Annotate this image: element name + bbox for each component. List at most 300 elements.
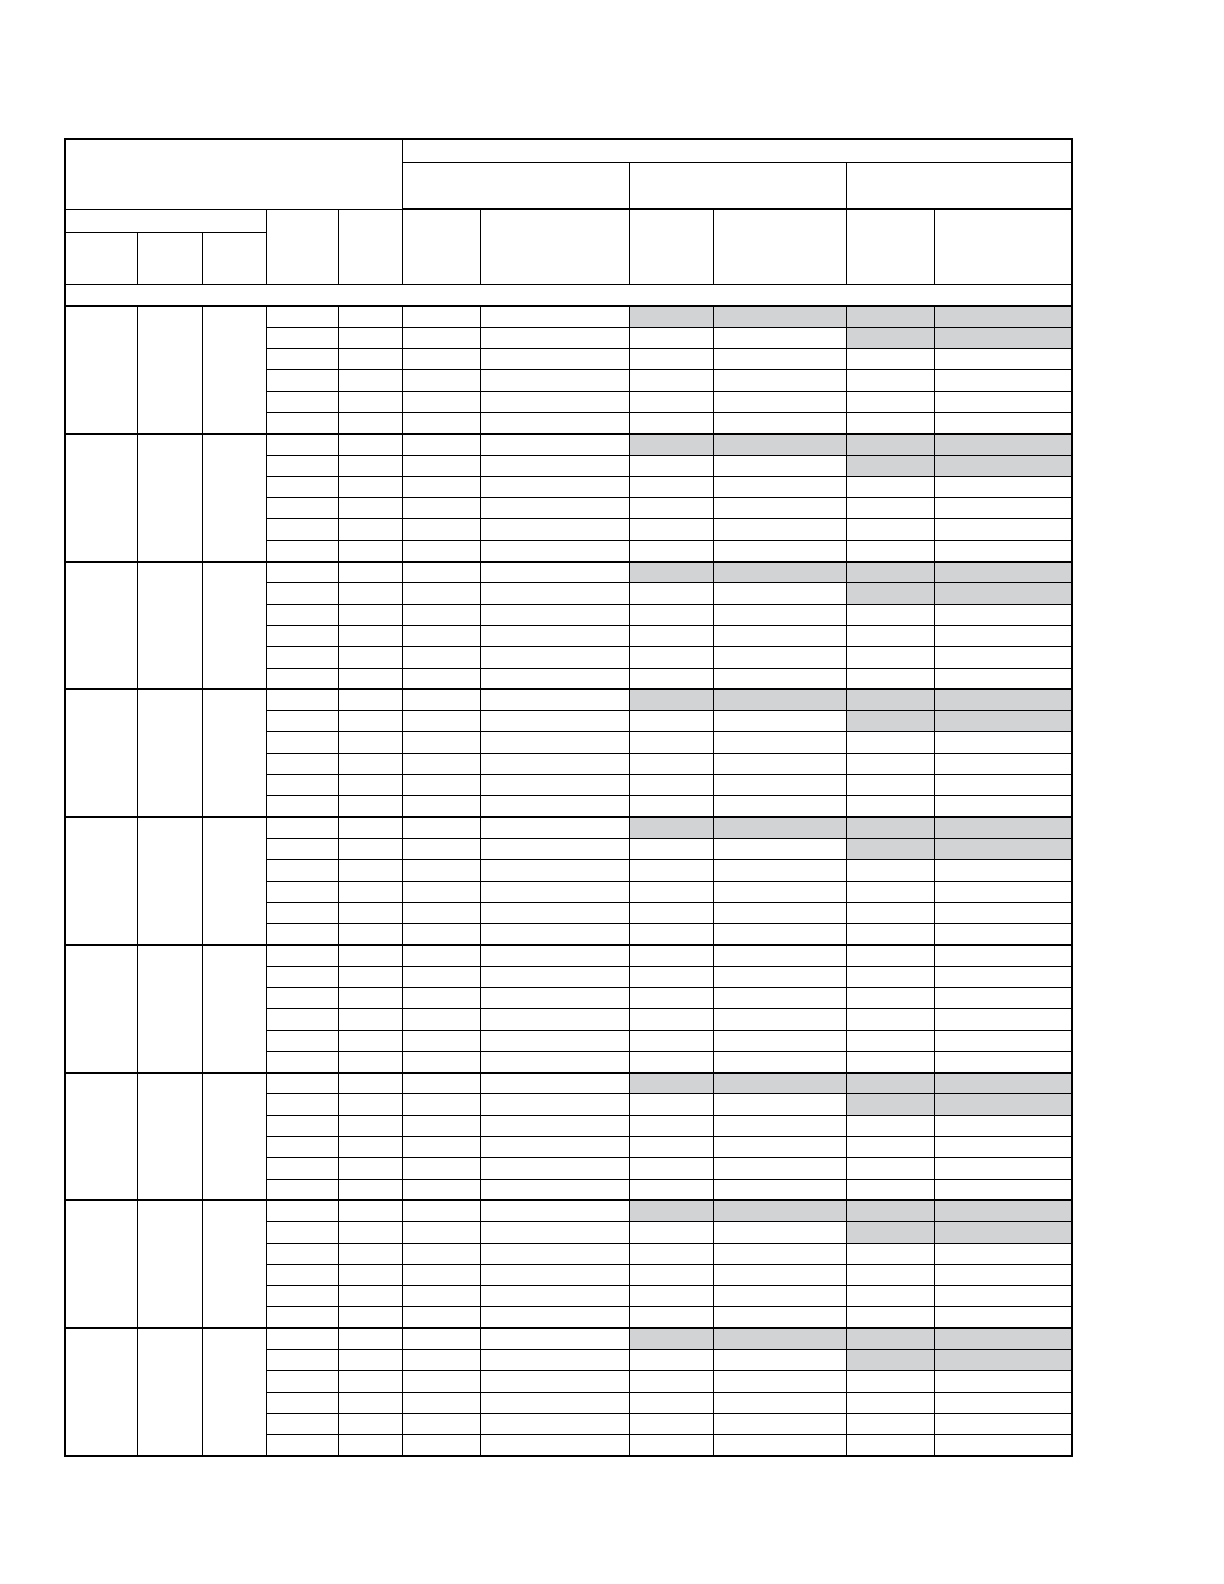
entry-cell[interactable] bbox=[266, 1392, 338, 1413]
entry-cell[interactable] bbox=[629, 689, 713, 710]
group-cell[interactable] bbox=[202, 1328, 266, 1456]
entry-cell[interactable] bbox=[934, 1307, 1072, 1328]
entry-cell[interactable] bbox=[846, 689, 934, 710]
entry-cell[interactable] bbox=[713, 711, 846, 732]
entry-cell[interactable] bbox=[629, 540, 713, 561]
entry-cell[interactable] bbox=[266, 327, 338, 348]
entry-cell[interactable] bbox=[480, 1307, 629, 1328]
entry-cell[interactable] bbox=[934, 1264, 1072, 1285]
entry-cell[interactable] bbox=[338, 1200, 402, 1221]
entry-cell[interactable] bbox=[629, 604, 713, 625]
entry-cell[interactable] bbox=[266, 1243, 338, 1264]
entry-cell[interactable] bbox=[629, 1158, 713, 1179]
group-cell[interactable] bbox=[65, 1200, 137, 1328]
entry-cell[interactable] bbox=[266, 540, 338, 561]
entry-cell[interactable] bbox=[480, 498, 629, 519]
entry-cell[interactable] bbox=[629, 349, 713, 370]
entry-cell[interactable] bbox=[266, 391, 338, 412]
entry-cell[interactable] bbox=[480, 583, 629, 604]
entry-cell[interactable] bbox=[338, 966, 402, 987]
entry-cell[interactable] bbox=[846, 647, 934, 668]
entry-cell[interactable] bbox=[480, 455, 629, 476]
entry-cell[interactable] bbox=[266, 1307, 338, 1328]
entry-cell[interactable] bbox=[846, 1094, 934, 1115]
group-cell[interactable] bbox=[65, 1073, 137, 1201]
entry-cell[interactable] bbox=[846, 412, 934, 433]
entry-cell[interactable] bbox=[402, 1030, 480, 1051]
entry-cell[interactable] bbox=[402, 945, 480, 966]
entry-cell[interactable] bbox=[266, 476, 338, 497]
entry-cell[interactable] bbox=[846, 796, 934, 817]
entry-cell[interactable] bbox=[629, 1115, 713, 1136]
group-cell[interactable] bbox=[137, 434, 202, 562]
entry-cell[interactable] bbox=[402, 902, 480, 923]
entry-cell[interactable] bbox=[338, 1073, 402, 1094]
entry-cell[interactable] bbox=[480, 1286, 629, 1307]
entry-cell[interactable] bbox=[629, 1413, 713, 1434]
entry-cell[interactable] bbox=[480, 1350, 629, 1371]
entry-cell[interactable] bbox=[713, 370, 846, 391]
entry-cell[interactable] bbox=[846, 455, 934, 476]
entry-cell[interactable] bbox=[338, 817, 402, 838]
entry-cell[interactable] bbox=[338, 945, 402, 966]
entry-cell[interactable] bbox=[934, 1094, 1072, 1115]
entry-cell[interactable] bbox=[846, 434, 934, 455]
entry-cell[interactable] bbox=[480, 1264, 629, 1285]
entry-cell[interactable] bbox=[846, 1051, 934, 1072]
entry-cell[interactable] bbox=[402, 455, 480, 476]
group-cell[interactable] bbox=[137, 945, 202, 1073]
entry-cell[interactable] bbox=[713, 1286, 846, 1307]
entry-cell[interactable] bbox=[338, 1158, 402, 1179]
entry-cell[interactable] bbox=[934, 604, 1072, 625]
entry-cell[interactable] bbox=[846, 625, 934, 646]
entry-cell[interactable] bbox=[846, 1243, 934, 1264]
entry-cell[interactable] bbox=[266, 817, 338, 838]
entry-cell[interactable] bbox=[629, 902, 713, 923]
entry-cell[interactable] bbox=[846, 902, 934, 923]
group-cell[interactable] bbox=[202, 306, 266, 434]
entry-cell[interactable] bbox=[266, 434, 338, 455]
entry-cell[interactable] bbox=[713, 689, 846, 710]
entry-cell[interactable] bbox=[713, 1328, 846, 1349]
entry-cell[interactable] bbox=[338, 1030, 402, 1051]
entry-cell[interactable] bbox=[713, 1435, 846, 1456]
entry-cell[interactable] bbox=[480, 711, 629, 732]
entry-cell[interactable] bbox=[480, 1179, 629, 1200]
entry-cell[interactable] bbox=[629, 1392, 713, 1413]
entry-cell[interactable] bbox=[480, 1200, 629, 1221]
entry-cell[interactable] bbox=[480, 1435, 629, 1456]
entry-cell[interactable] bbox=[480, 988, 629, 1009]
entry-cell[interactable] bbox=[266, 1371, 338, 1392]
entry-cell[interactable] bbox=[338, 412, 402, 433]
entry-cell[interactable] bbox=[713, 327, 846, 348]
entry-cell[interactable] bbox=[266, 838, 338, 859]
entry-cell[interactable] bbox=[338, 1371, 402, 1392]
entry-cell[interactable] bbox=[713, 540, 846, 561]
entry-cell[interactable] bbox=[713, 519, 846, 540]
entry-cell[interactable] bbox=[338, 476, 402, 497]
entry-cell[interactable] bbox=[713, 1179, 846, 1200]
entry-cell[interactable] bbox=[934, 434, 1072, 455]
entry-cell[interactable] bbox=[934, 1200, 1072, 1221]
entry-cell[interactable] bbox=[934, 1009, 1072, 1030]
entry-cell[interactable] bbox=[338, 1243, 402, 1264]
entry-cell[interactable] bbox=[629, 1286, 713, 1307]
group-cell[interactable] bbox=[137, 1073, 202, 1201]
entry-cell[interactable] bbox=[402, 625, 480, 646]
entry-cell[interactable] bbox=[402, 540, 480, 561]
entry-cell[interactable] bbox=[934, 1179, 1072, 1200]
entry-cell[interactable] bbox=[846, 860, 934, 881]
entry-cell[interactable] bbox=[266, 349, 338, 370]
entry-cell[interactable] bbox=[846, 498, 934, 519]
entry-cell[interactable] bbox=[338, 327, 402, 348]
entry-cell[interactable] bbox=[934, 1243, 1072, 1264]
entry-cell[interactable] bbox=[934, 412, 1072, 433]
entry-cell[interactable] bbox=[934, 881, 1072, 902]
entry-cell[interactable] bbox=[934, 1371, 1072, 1392]
entry-cell[interactable] bbox=[629, 455, 713, 476]
entry-cell[interactable] bbox=[934, 1350, 1072, 1371]
entry-cell[interactable] bbox=[480, 838, 629, 859]
entry-cell[interactable] bbox=[934, 391, 1072, 412]
entry-cell[interactable] bbox=[402, 711, 480, 732]
entry-cell[interactable] bbox=[934, 988, 1072, 1009]
entry-cell[interactable] bbox=[266, 966, 338, 987]
entry-cell[interactable] bbox=[266, 796, 338, 817]
entry-cell[interactable] bbox=[629, 753, 713, 774]
entry-cell[interactable] bbox=[266, 689, 338, 710]
entry-cell[interactable] bbox=[934, 1286, 1072, 1307]
entry-cell[interactable] bbox=[480, 732, 629, 753]
entry-cell[interactable] bbox=[338, 711, 402, 732]
entry-cell[interactable] bbox=[402, 753, 480, 774]
group-cell[interactable] bbox=[137, 562, 202, 690]
entry-cell[interactable] bbox=[402, 327, 480, 348]
entry-cell[interactable] bbox=[713, 668, 846, 689]
entry-cell[interactable] bbox=[713, 924, 846, 945]
entry-cell[interactable] bbox=[266, 732, 338, 753]
entry-cell[interactable] bbox=[846, 838, 934, 859]
entry-cell[interactable] bbox=[713, 434, 846, 455]
entry-cell[interactable] bbox=[402, 732, 480, 753]
entry-cell[interactable] bbox=[480, 540, 629, 561]
entry-cell[interactable] bbox=[713, 306, 846, 327]
entry-cell[interactable] bbox=[480, 562, 629, 583]
entry-cell[interactable] bbox=[629, 732, 713, 753]
group-cell[interactable] bbox=[202, 945, 266, 1073]
entry-cell[interactable] bbox=[934, 1030, 1072, 1051]
entry-cell[interactable] bbox=[338, 1009, 402, 1030]
entry-cell[interactable] bbox=[934, 1392, 1072, 1413]
entry-cell[interactable] bbox=[266, 370, 338, 391]
entry-cell[interactable] bbox=[934, 327, 1072, 348]
entry-cell[interactable] bbox=[480, 1094, 629, 1115]
entry-cell[interactable] bbox=[266, 753, 338, 774]
entry-cell[interactable] bbox=[402, 1392, 480, 1413]
group-cell[interactable] bbox=[65, 945, 137, 1073]
entry-cell[interactable] bbox=[934, 1413, 1072, 1434]
group-cell[interactable] bbox=[65, 1328, 137, 1456]
entry-cell[interactable] bbox=[846, 327, 934, 348]
entry-cell[interactable] bbox=[402, 370, 480, 391]
entry-cell[interactable] bbox=[629, 412, 713, 433]
entry-cell[interactable] bbox=[402, 498, 480, 519]
entry-cell[interactable] bbox=[338, 370, 402, 391]
entry-cell[interactable] bbox=[934, 902, 1072, 923]
entry-cell[interactable] bbox=[629, 775, 713, 796]
entry-cell[interactable] bbox=[480, 1158, 629, 1179]
entry-cell[interactable] bbox=[402, 1222, 480, 1243]
entry-cell[interactable] bbox=[934, 796, 1072, 817]
entry-cell[interactable] bbox=[402, 1286, 480, 1307]
entry-cell[interactable] bbox=[713, 732, 846, 753]
entry-cell[interactable] bbox=[338, 391, 402, 412]
entry-cell[interactable] bbox=[934, 349, 1072, 370]
entry-cell[interactable] bbox=[266, 902, 338, 923]
entry-cell[interactable] bbox=[266, 1115, 338, 1136]
entry-cell[interactable] bbox=[266, 1264, 338, 1285]
entry-cell[interactable] bbox=[266, 668, 338, 689]
entry-cell[interactable] bbox=[934, 647, 1072, 668]
entry-cell[interactable] bbox=[629, 1137, 713, 1158]
entry-cell[interactable] bbox=[713, 1222, 846, 1243]
entry-cell[interactable] bbox=[266, 1073, 338, 1094]
entry-cell[interactable] bbox=[266, 1009, 338, 1030]
entry-cell[interactable] bbox=[338, 775, 402, 796]
entry-cell[interactable] bbox=[846, 1264, 934, 1285]
entry-cell[interactable] bbox=[846, 966, 934, 987]
entry-cell[interactable] bbox=[934, 945, 1072, 966]
entry-cell[interactable] bbox=[846, 540, 934, 561]
entry-cell[interactable] bbox=[480, 902, 629, 923]
group-cell[interactable] bbox=[202, 1073, 266, 1201]
entry-cell[interactable] bbox=[713, 1094, 846, 1115]
entry-cell[interactable] bbox=[629, 817, 713, 838]
entry-cell[interactable] bbox=[266, 1051, 338, 1072]
entry-cell[interactable] bbox=[713, 412, 846, 433]
entry-cell[interactable] bbox=[480, 1243, 629, 1264]
entry-cell[interactable] bbox=[402, 583, 480, 604]
entry-cell[interactable] bbox=[629, 306, 713, 327]
entry-cell[interactable] bbox=[934, 966, 1072, 987]
entry-cell[interactable] bbox=[629, 1073, 713, 1094]
entry-cell[interactable] bbox=[934, 1158, 1072, 1179]
entry-cell[interactable] bbox=[480, 668, 629, 689]
entry-cell[interactable] bbox=[629, 1307, 713, 1328]
group-cell[interactable] bbox=[202, 1200, 266, 1328]
entry-cell[interactable] bbox=[713, 349, 846, 370]
entry-cell[interactable] bbox=[629, 519, 713, 540]
entry-cell[interactable] bbox=[629, 498, 713, 519]
entry-cell[interactable] bbox=[629, 562, 713, 583]
entry-cell[interactable] bbox=[713, 562, 846, 583]
entry-cell[interactable] bbox=[934, 476, 1072, 497]
group-cell[interactable] bbox=[137, 1200, 202, 1328]
entry-cell[interactable] bbox=[402, 349, 480, 370]
entry-cell[interactable] bbox=[480, 1030, 629, 1051]
entry-cell[interactable] bbox=[266, 647, 338, 668]
entry-cell[interactable] bbox=[846, 668, 934, 689]
group-cell[interactable] bbox=[65, 562, 137, 690]
entry-cell[interactable] bbox=[934, 668, 1072, 689]
entry-cell[interactable] bbox=[402, 306, 480, 327]
entry-cell[interactable] bbox=[480, 391, 629, 412]
entry-cell[interactable] bbox=[846, 306, 934, 327]
entry-cell[interactable] bbox=[713, 1051, 846, 1072]
entry-cell[interactable] bbox=[934, 1435, 1072, 1456]
entry-cell[interactable] bbox=[713, 1264, 846, 1285]
entry-cell[interactable] bbox=[846, 753, 934, 774]
entry-cell[interactable] bbox=[338, 647, 402, 668]
entry-cell[interactable] bbox=[713, 1371, 846, 1392]
entry-cell[interactable] bbox=[846, 1307, 934, 1328]
entry-cell[interactable] bbox=[934, 455, 1072, 476]
entry-cell[interactable] bbox=[338, 881, 402, 902]
entry-cell[interactable] bbox=[480, 689, 629, 710]
entry-cell[interactable] bbox=[629, 370, 713, 391]
entry-cell[interactable] bbox=[713, 753, 846, 774]
entry-cell[interactable] bbox=[934, 753, 1072, 774]
entry-cell[interactable] bbox=[629, 625, 713, 646]
entry-cell[interactable] bbox=[846, 1392, 934, 1413]
entry-cell[interactable] bbox=[713, 1030, 846, 1051]
group-cell[interactable] bbox=[137, 306, 202, 434]
entry-cell[interactable] bbox=[629, 668, 713, 689]
entry-cell[interactable] bbox=[266, 562, 338, 583]
entry-cell[interactable] bbox=[713, 1392, 846, 1413]
entry-cell[interactable] bbox=[402, 796, 480, 817]
entry-cell[interactable] bbox=[266, 1328, 338, 1349]
entry-cell[interactable] bbox=[480, 306, 629, 327]
entry-cell[interactable] bbox=[480, 924, 629, 945]
entry-cell[interactable] bbox=[713, 476, 846, 497]
entry-cell[interactable] bbox=[402, 1094, 480, 1115]
entry-cell[interactable] bbox=[713, 1009, 846, 1030]
entry-cell[interactable] bbox=[629, 647, 713, 668]
entry-cell[interactable] bbox=[629, 924, 713, 945]
entry-cell[interactable] bbox=[480, 1328, 629, 1349]
group-cell[interactable] bbox=[202, 817, 266, 945]
entry-cell[interactable] bbox=[846, 604, 934, 625]
entry-cell[interactable] bbox=[934, 562, 1072, 583]
entry-cell[interactable] bbox=[713, 1158, 846, 1179]
entry-cell[interactable] bbox=[629, 1094, 713, 1115]
entry-cell[interactable] bbox=[713, 988, 846, 1009]
entry-cell[interactable] bbox=[402, 775, 480, 796]
entry-cell[interactable] bbox=[713, 881, 846, 902]
entry-cell[interactable] bbox=[338, 732, 402, 753]
entry-cell[interactable] bbox=[266, 1179, 338, 1200]
entry-cell[interactable] bbox=[338, 1222, 402, 1243]
entry-cell[interactable] bbox=[338, 1328, 402, 1349]
entry-cell[interactable] bbox=[713, 1200, 846, 1221]
entry-cell[interactable] bbox=[338, 519, 402, 540]
entry-cell[interactable] bbox=[629, 1371, 713, 1392]
entry-cell[interactable] bbox=[338, 1286, 402, 1307]
entry-cell[interactable] bbox=[338, 1350, 402, 1371]
entry-cell[interactable] bbox=[402, 1200, 480, 1221]
entry-cell[interactable] bbox=[480, 476, 629, 497]
entry-cell[interactable] bbox=[480, 966, 629, 987]
entry-cell[interactable] bbox=[266, 881, 338, 902]
entry-cell[interactable] bbox=[338, 1392, 402, 1413]
entry-cell[interactable] bbox=[629, 1328, 713, 1349]
entry-cell[interactable] bbox=[629, 327, 713, 348]
entry-cell[interactable] bbox=[402, 860, 480, 881]
entry-cell[interactable] bbox=[480, 327, 629, 348]
entry-cell[interactable] bbox=[713, 391, 846, 412]
entry-cell[interactable] bbox=[846, 1115, 934, 1136]
entry-cell[interactable] bbox=[480, 1222, 629, 1243]
entry-cell[interactable] bbox=[402, 647, 480, 668]
entry-cell[interactable] bbox=[846, 1200, 934, 1221]
entry-cell[interactable] bbox=[934, 1051, 1072, 1072]
entry-cell[interactable] bbox=[480, 775, 629, 796]
entry-cell[interactable] bbox=[402, 817, 480, 838]
entry-cell[interactable] bbox=[338, 1264, 402, 1285]
entry-cell[interactable] bbox=[266, 1137, 338, 1158]
entry-cell[interactable] bbox=[402, 391, 480, 412]
entry-cell[interactable] bbox=[338, 860, 402, 881]
entry-cell[interactable] bbox=[402, 1158, 480, 1179]
group-cell[interactable] bbox=[65, 434, 137, 562]
entry-cell[interactable] bbox=[713, 1073, 846, 1094]
entry-cell[interactable] bbox=[480, 1137, 629, 1158]
entry-cell[interactable] bbox=[338, 625, 402, 646]
group-cell[interactable] bbox=[202, 689, 266, 817]
entry-cell[interactable] bbox=[480, 1413, 629, 1434]
entry-cell[interactable] bbox=[846, 1073, 934, 1094]
entry-cell[interactable] bbox=[846, 1222, 934, 1243]
entry-cell[interactable] bbox=[629, 1243, 713, 1264]
entry-cell[interactable] bbox=[629, 1051, 713, 1072]
entry-cell[interactable] bbox=[934, 583, 1072, 604]
entry-cell[interactable] bbox=[934, 732, 1072, 753]
entry-cell[interactable] bbox=[480, 753, 629, 774]
entry-cell[interactable] bbox=[934, 860, 1072, 881]
entry-cell[interactable] bbox=[846, 988, 934, 1009]
entry-cell[interactable] bbox=[629, 711, 713, 732]
entry-cell[interactable] bbox=[266, 1350, 338, 1371]
entry-cell[interactable] bbox=[338, 753, 402, 774]
entry-cell[interactable] bbox=[402, 1179, 480, 1200]
entry-cell[interactable] bbox=[846, 1030, 934, 1051]
entry-cell[interactable] bbox=[629, 1435, 713, 1456]
entry-cell[interactable] bbox=[629, 860, 713, 881]
entry-cell[interactable] bbox=[629, 1200, 713, 1221]
entry-cell[interactable] bbox=[266, 412, 338, 433]
entry-cell[interactable] bbox=[934, 519, 1072, 540]
entry-cell[interactable] bbox=[338, 540, 402, 561]
entry-cell[interactable] bbox=[934, 689, 1072, 710]
entry-cell[interactable] bbox=[934, 1073, 1072, 1094]
entry-cell[interactable] bbox=[402, 1051, 480, 1072]
entry-cell[interactable] bbox=[266, 604, 338, 625]
entry-cell[interactable] bbox=[934, 625, 1072, 646]
entry-cell[interactable] bbox=[846, 1328, 934, 1349]
entry-cell[interactable] bbox=[402, 1435, 480, 1456]
entry-cell[interactable] bbox=[713, 583, 846, 604]
entry-cell[interactable] bbox=[846, 1009, 934, 1030]
entry-cell[interactable] bbox=[266, 1030, 338, 1051]
entry-cell[interactable] bbox=[338, 1413, 402, 1434]
entry-cell[interactable] bbox=[629, 1009, 713, 1030]
entry-cell[interactable] bbox=[402, 1073, 480, 1094]
entry-cell[interactable] bbox=[338, 604, 402, 625]
